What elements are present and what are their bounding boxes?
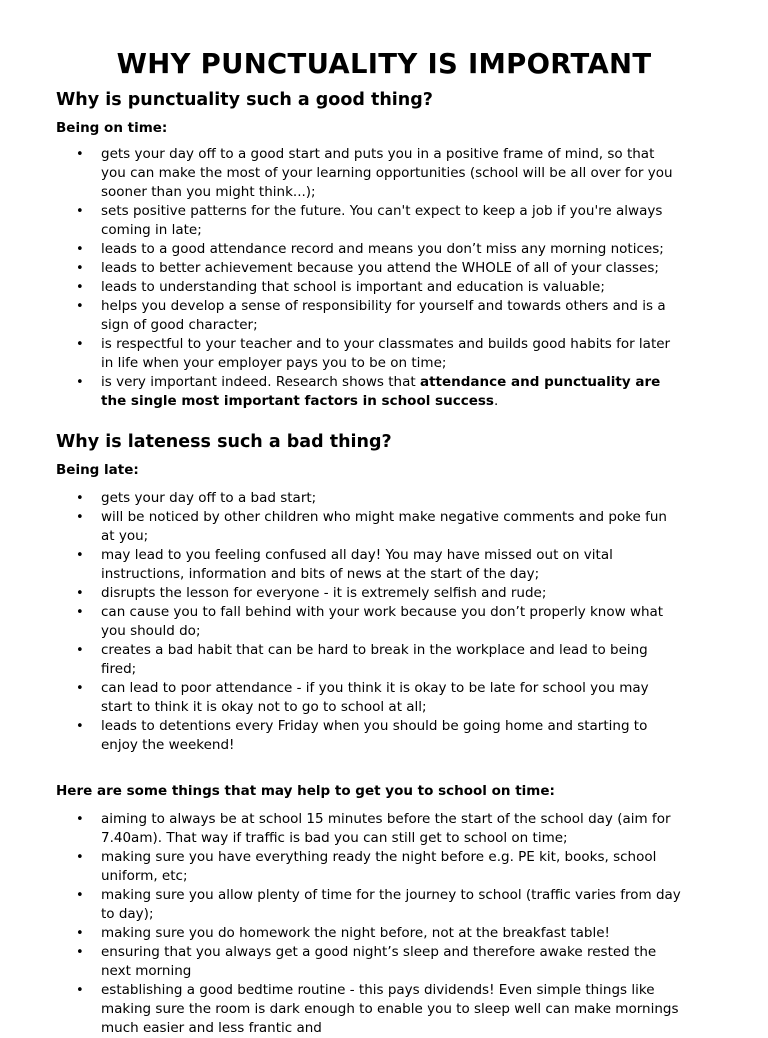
list-item-text: helps you develop a sense of responsibility for yourself and towards others and is a [101, 298, 666, 314]
list-item [0, 924, 768, 943]
list-item [0, 546, 768, 584]
list-item-text [101, 373, 720, 392]
list-item [0, 145, 768, 202]
list-item [0, 886, 768, 924]
list-item [0, 297, 768, 335]
page-title: WHY PUNCTUALITY IS IMPORTANT [116, 48, 652, 80]
list-item-text: ensuring that you always get a good night’s sleep and therefore awake rested the [101, 944, 657, 960]
list-item [0, 943, 768, 981]
list-item [0, 508, 768, 546]
list-item-text: gets your day off to a bad start; [101, 490, 317, 506]
list-being-late [0, 489, 768, 755]
list-item [0, 679, 768, 717]
bullet-icon: • [76, 204, 84, 219]
list-item-text: 7.40am). That way if traffic is bad you can still get to school on time; [101, 830, 568, 846]
bullet-icon: • [76, 510, 84, 525]
text-run: . [493, 393, 499, 409]
list-item-text: making sure you allow plenty of time for the journey to school (traffic varies from day [101, 887, 681, 903]
list-item [0, 717, 768, 755]
list-item-text: leads to understanding that school is important and education is valuable; [101, 279, 605, 295]
emphasis-text: the single most important factors in school success [101, 393, 494, 409]
bullet-icon: • [76, 945, 84, 960]
bullet-icon: • [76, 548, 84, 563]
list-item-text: gets your day off to a good start and puts you in a positive frame of mind, so that [101, 146, 655, 162]
list-item [0, 810, 768, 848]
bullet-icon: • [76, 850, 84, 865]
list-item-text: instructions, information and bits of news at the start of the day; [101, 566, 540, 582]
list-item-text: in life when your employer pays you to be on time; [101, 355, 447, 371]
section-heading-lateness: Why is lateness such a bad thing? [56, 432, 392, 452]
bullet-icon: • [76, 926, 84, 941]
lead-tips: Here are some things that may help to get you to school on time: [56, 783, 555, 799]
list-item [0, 240, 768, 259]
list-item-text: may lead to you feeling confused all day! You may have missed out on vital [101, 547, 613, 563]
list-item [0, 278, 768, 297]
list-item-text: creates a bad habit that can be hard to break in the workplace and lead to being [101, 642, 648, 658]
list-item [0, 603, 768, 641]
bullet-icon: • [76, 888, 84, 903]
list-item-text: making sure the room is dark enough to enable you to sleep well can make mornings [101, 1001, 679, 1017]
list-item [0, 373, 768, 411]
list-item-text: start to think it is okay not to go to school at all; [101, 699, 427, 715]
list-item-text: fired; [101, 661, 137, 677]
list-item-text [101, 392, 720, 411]
lead-being-on-time: Being on time: [56, 120, 168, 136]
list-item-text: next morning [101, 963, 192, 979]
emphasis-text: attendance and punctuality are [419, 374, 661, 390]
list-item-text: will be noticed by other children who might make negative comments and poke fun [101, 509, 667, 525]
bullet-icon: • [76, 812, 84, 827]
list-tips [0, 810, 768, 1038]
list-item [0, 489, 768, 508]
list-being-on-time [0, 145, 768, 411]
list-item-text: can cause you to fall behind with your work because you don’t properly know what [101, 604, 664, 620]
list-item-text: sooner than you might think...); [101, 184, 316, 200]
list-item-text: disrupts the lesson for everyone - it is extremely selfish and rude; [101, 585, 547, 601]
list-item-text: you can make the most of your learning opportunities (school will be all over for you [101, 165, 673, 181]
list-item-text: at you; [101, 528, 149, 544]
list-item-text: uniform, etc; [101, 868, 188, 884]
bullet-icon: • [76, 586, 84, 601]
list-item-text: leads to better achievement because you attend the WHOLE of all of your classes; [101, 260, 659, 276]
bullet-icon: • [76, 147, 84, 162]
list-item-text: to day); [101, 906, 154, 922]
list-item-text: sets positive patterns for the future. You can't expect to keep a job if you're always [101, 203, 663, 219]
list-item [0, 259, 768, 278]
bullet-icon: • [76, 375, 84, 390]
list-item-text: aiming to always be at school 15 minutes before the start of the school day (aim for [101, 811, 671, 827]
list-item [0, 584, 768, 603]
list-item-text: coming in late; [101, 222, 202, 238]
list-item-text: establishing a good bedtime routine - this pays dividends! Even simple things like [101, 982, 655, 998]
list-item-text: leads to detentions every Friday when you should be going home and starting to [101, 718, 648, 734]
bullet-icon: • [76, 337, 84, 352]
bullet-icon: • [76, 681, 84, 696]
bullet-icon: • [76, 491, 84, 506]
bullet-icon: • [76, 719, 84, 734]
bullet-icon: • [76, 643, 84, 658]
list-item [0, 202, 768, 240]
list-item-text: you should do; [101, 623, 201, 639]
bullet-icon: • [76, 280, 84, 295]
bullet-icon: • [76, 605, 84, 620]
bullet-icon: • [76, 261, 84, 276]
bullet-icon: • [76, 242, 84, 257]
bullet-icon: • [76, 983, 84, 998]
list-item-text: sign of good character; [101, 317, 258, 333]
list-item [0, 848, 768, 886]
list-item-text: making sure you have everything ready the night before e.g. PE kit, books, school [101, 849, 657, 865]
list-item-text: enjoy the weekend! [101, 737, 235, 753]
list-item [0, 641, 768, 679]
text-run: is very important indeed. Research shows that [101, 374, 420, 390]
list-item-text: making sure you do homework the night before, not at the breakfast table! [101, 925, 610, 941]
list-item-text: is respectful to your teacher and to your classmates and builds good habits for later [101, 336, 671, 352]
section-heading-punctuality: Why is punctuality such a good thing? [56, 90, 433, 110]
bullet-icon: • [76, 299, 84, 314]
list-item [0, 981, 768, 1038]
list-item-text: much easier and less frantic and [101, 1020, 322, 1036]
list-item [0, 335, 768, 373]
lead-being-late: Being late: [56, 462, 139, 478]
list-item-text: leads to a good attendance record and means you don’t miss any morning notices; [101, 241, 664, 257]
list-item-text: can lead to poor attendance - if you think it is okay to be late for school you may [101, 680, 649, 696]
